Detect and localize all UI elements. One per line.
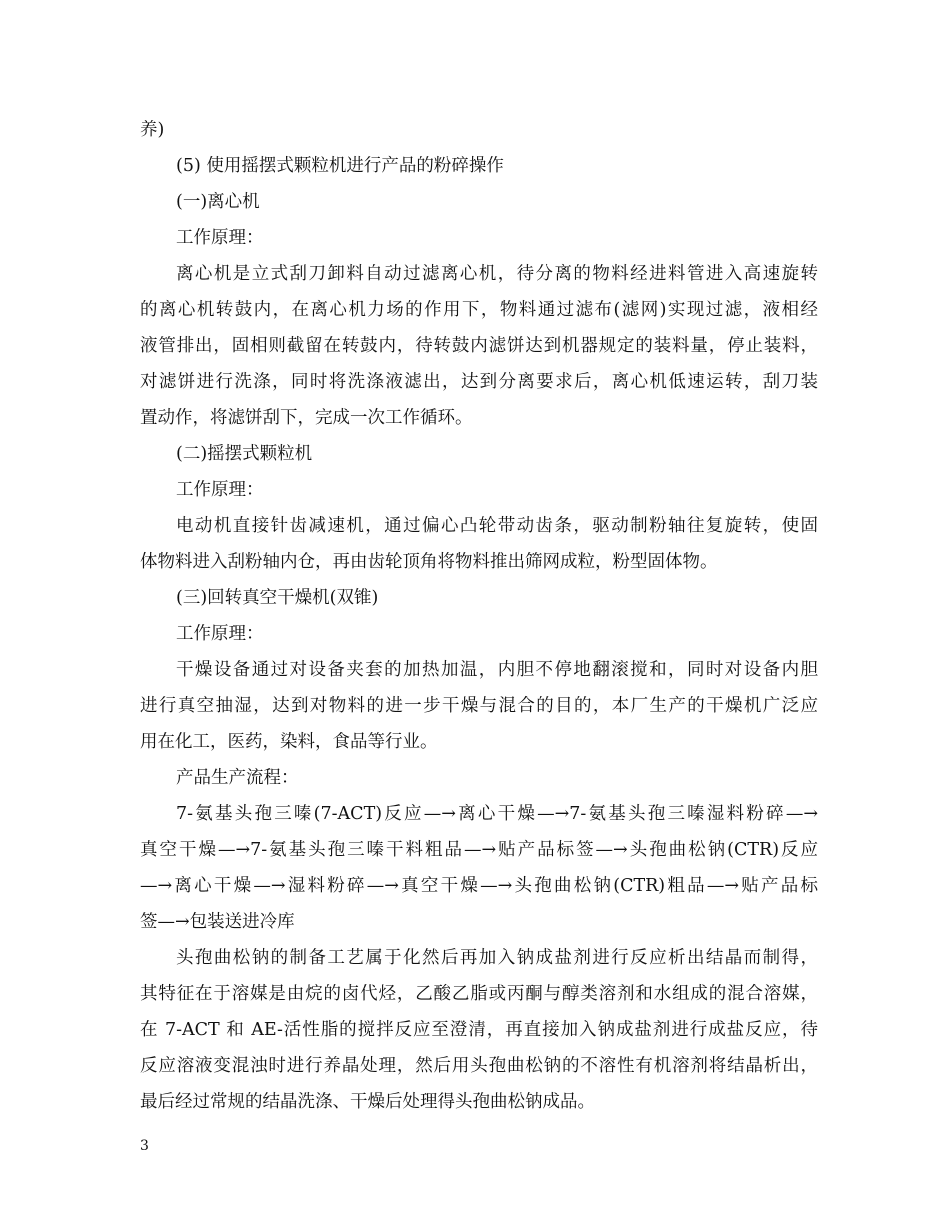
text-line: 其特征在于溶媒是由烷的卤代烃，乙酸乙脂或丙酮与醇类溶剂和水组成的混合溶媒， — [140, 984, 818, 1004]
section-heading: (一)离心机 — [176, 192, 260, 212]
process-flow-line: 7-氨基头孢三嗪(7-ACT)反应—→离心干燥—→7-氨基头孢三嗪湿料粉碎—→ — [176, 804, 818, 824]
text-line: 置动作，将滤饼刮下，完成一次工作循环。 — [140, 408, 473, 428]
text-line: 离心机是立式刮刀卸料自动过滤离心机，待分离的物料经进料管进入高速旋转 — [176, 264, 818, 284]
text-line: 用在化工，医药，染料，食品等行业。 — [140, 732, 438, 752]
section-heading: (二)摇摆式颗粒机 — [176, 444, 313, 464]
text-line: 对滤饼进行洗涤，同时将洗涤液滤出，达到分离要求后，离心机低速运转，刮刀装 — [140, 372, 818, 392]
text-line: 头孢曲松钠的制备工艺属于化然后再加入钠成盐剂进行反应析出结晶而制得， — [176, 948, 818, 968]
process-flow-line: 签—→包装送进冷库 — [140, 912, 295, 932]
subheading: 产品生产流程： — [176, 768, 299, 788]
subheading: 工作原理： — [176, 480, 264, 500]
body-text — [140, 112, 818, 1120]
text-line: 液管排出，固相则截留在转鼓内，待转鼓内滤饼达到机器规定的装料量，停止装料， — [140, 336, 818, 356]
text-line: (5) 使用摇摆式颗粒机进行产品的粉碎操作 — [176, 156, 504, 176]
text-line: 电动机直接针齿减速机，通过偏心凸轮带动齿条，驱动制粉轴往复旋转，使固 — [176, 516, 818, 536]
text-line: 在 7-ACT 和 AE-活性脂的搅拌反应至澄清，再直接加入钠成盐剂进行成盐反应，待 — [140, 1020, 818, 1040]
subheading: 工作原理： — [176, 228, 264, 248]
process-flow-line: 真空干燥—→7-氨基头孢三嗪干料粗品—→贴产品标签—→头孢曲松钠(CTR)反应 — [140, 840, 818, 860]
text-line: 最后经过常规的结晶洗涤、干燥后处理得头孢曲松钠成品。 — [140, 1092, 595, 1112]
process-flow-line: —→离心干燥—→湿料粉碎—→真空干燥—→头孢曲松钠(CTR)粗品—→贴产品标 — [140, 876, 818, 896]
page-number: 3 — [140, 1138, 149, 1154]
text-line: 养) — [140, 120, 165, 140]
text-line: 的离心机转鼓内，在离心机力场的作用下，物料通过滤布(滤网)实现过滤，液相经 — [140, 300, 818, 320]
section-heading: (三)回转真空干燥机(双锥) — [176, 588, 379, 608]
text-line: 体物料进入刮粉轴内仓，再由齿轮顶角将物料推出筛网成粒，粉型固体物。 — [140, 552, 718, 572]
text-line: 进行真空抽湿，达到对物料的进一步干燥与混合的目的，本厂生产的干燥机广泛应 — [140, 696, 818, 716]
text-line: 反应溶液变混浊时进行养晶处理，然后用头孢曲松钠的不溶性有机溶剂将结晶析出， — [140, 1056, 818, 1076]
text-line: 干燥设备通过对设备夹套的加热加温，内胆不停地翻滚搅和，同时对设备内胆 — [176, 660, 818, 680]
subheading: 工作原理： — [176, 624, 264, 644]
